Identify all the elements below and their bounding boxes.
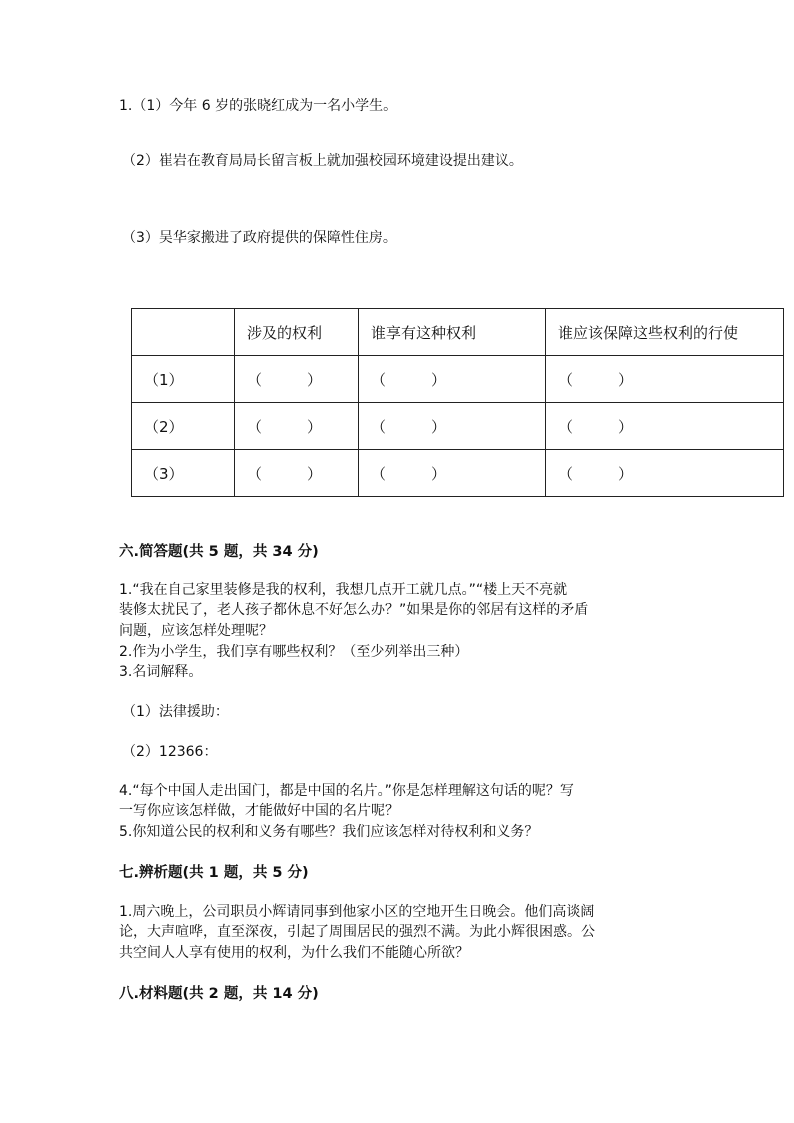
intro-question-1: 1.（1）今年 6 岁的张晓红成为一名小学生。	[119, 98, 398, 114]
rights-table	[131, 308, 784, 497]
s6-q4-line-1: 4.“每个中国人走出国门，都是中国的名片。”你是怎样理解这句话的呢？写	[119, 783, 574, 799]
answer-blank[interactable]: （ ）	[235, 403, 359, 450]
table-header-row	[132, 309, 784, 356]
intro-question-2: （2）崔岩在教育局局长留言板上就加强校园环境建设提出建议。	[122, 153, 523, 169]
s6-q4-line-2: 一写你应该怎样做，才能做好中国的名片呢？	[119, 803, 399, 819]
table-row	[132, 403, 784, 450]
table-cell: （3）	[132, 450, 235, 497]
answer-blank[interactable]: （ ）	[359, 403, 546, 450]
s6-q3-2: （2）12366：	[122, 744, 218, 760]
s6-q1-line-3: 问题，应该怎样处理呢？	[119, 623, 273, 639]
s7-q1-line-3: 共空间人人享有使用的权利，为什么我们不能随心所欲？	[119, 945, 469, 961]
s6-q5: 5.你知道公民的权利和义务有哪些？我们应该怎样对待权利和义务？	[119, 824, 539, 840]
answer-blank[interactable]: （ ）	[235, 450, 359, 497]
table-header-cell: 涉及的权利	[235, 309, 359, 356]
section-8-heading: 八.材料题(共 2 题，共 14 分)	[119, 986, 319, 1002]
table-header-cell	[132, 309, 235, 356]
answer-blank[interactable]: （ ）	[546, 356, 784, 403]
table-cell: （1）	[132, 356, 235, 403]
s7-q1-line-1: 1.周六晚上，公司职员小辉请同事到他家小区的空地开生日晚会。他们高谈阔	[119, 904, 595, 920]
table-row	[132, 356, 784, 403]
section-7-heading: 七.辨析题(共 1 题，共 5 分)	[119, 865, 309, 881]
s6-q1-line-2: 装修太扰民了，老人孩子都休息不好怎么办？”如果是你的邻居有这样的矛盾	[119, 602, 589, 618]
s6-q3: 3.名词解释。	[119, 664, 203, 680]
table-cell: （2）	[132, 403, 235, 450]
answer-blank[interactable]: （ ）	[359, 450, 546, 497]
s6-q3-1: （1）法律援助：	[122, 704, 229, 720]
s7-q1-line-2: 论，大声喧哗，直至深夜，引起了周围居民的强烈不满。为此小辉很困惑。公	[119, 924, 595, 940]
answer-blank[interactable]: （ ）	[235, 356, 359, 403]
intro-question-3: （3）吴华家搬进了政府提供的保障性住房。	[122, 230, 397, 246]
s6-q1-line-1: 1.“我在自己家里装修是我的权利，我想几点开工就几点。”“楼上天不亮就	[119, 582, 568, 598]
answer-blank[interactable]: （ ）	[546, 403, 784, 450]
section-6-heading: 六.简答题(共 5 题，共 34 分)	[119, 544, 319, 560]
answer-blank[interactable]: （ ）	[359, 356, 546, 403]
s6-q2: 2.作为小学生，我们享有哪些权利？（至少列举出三种）	[119, 644, 469, 660]
answer-blank[interactable]: （ ）	[546, 450, 784, 497]
table-row	[132, 450, 784, 497]
table-header-cell: 谁应该保障这些权利的行使	[546, 309, 784, 356]
table-header-cell: 谁享有这种权利	[359, 309, 546, 356]
